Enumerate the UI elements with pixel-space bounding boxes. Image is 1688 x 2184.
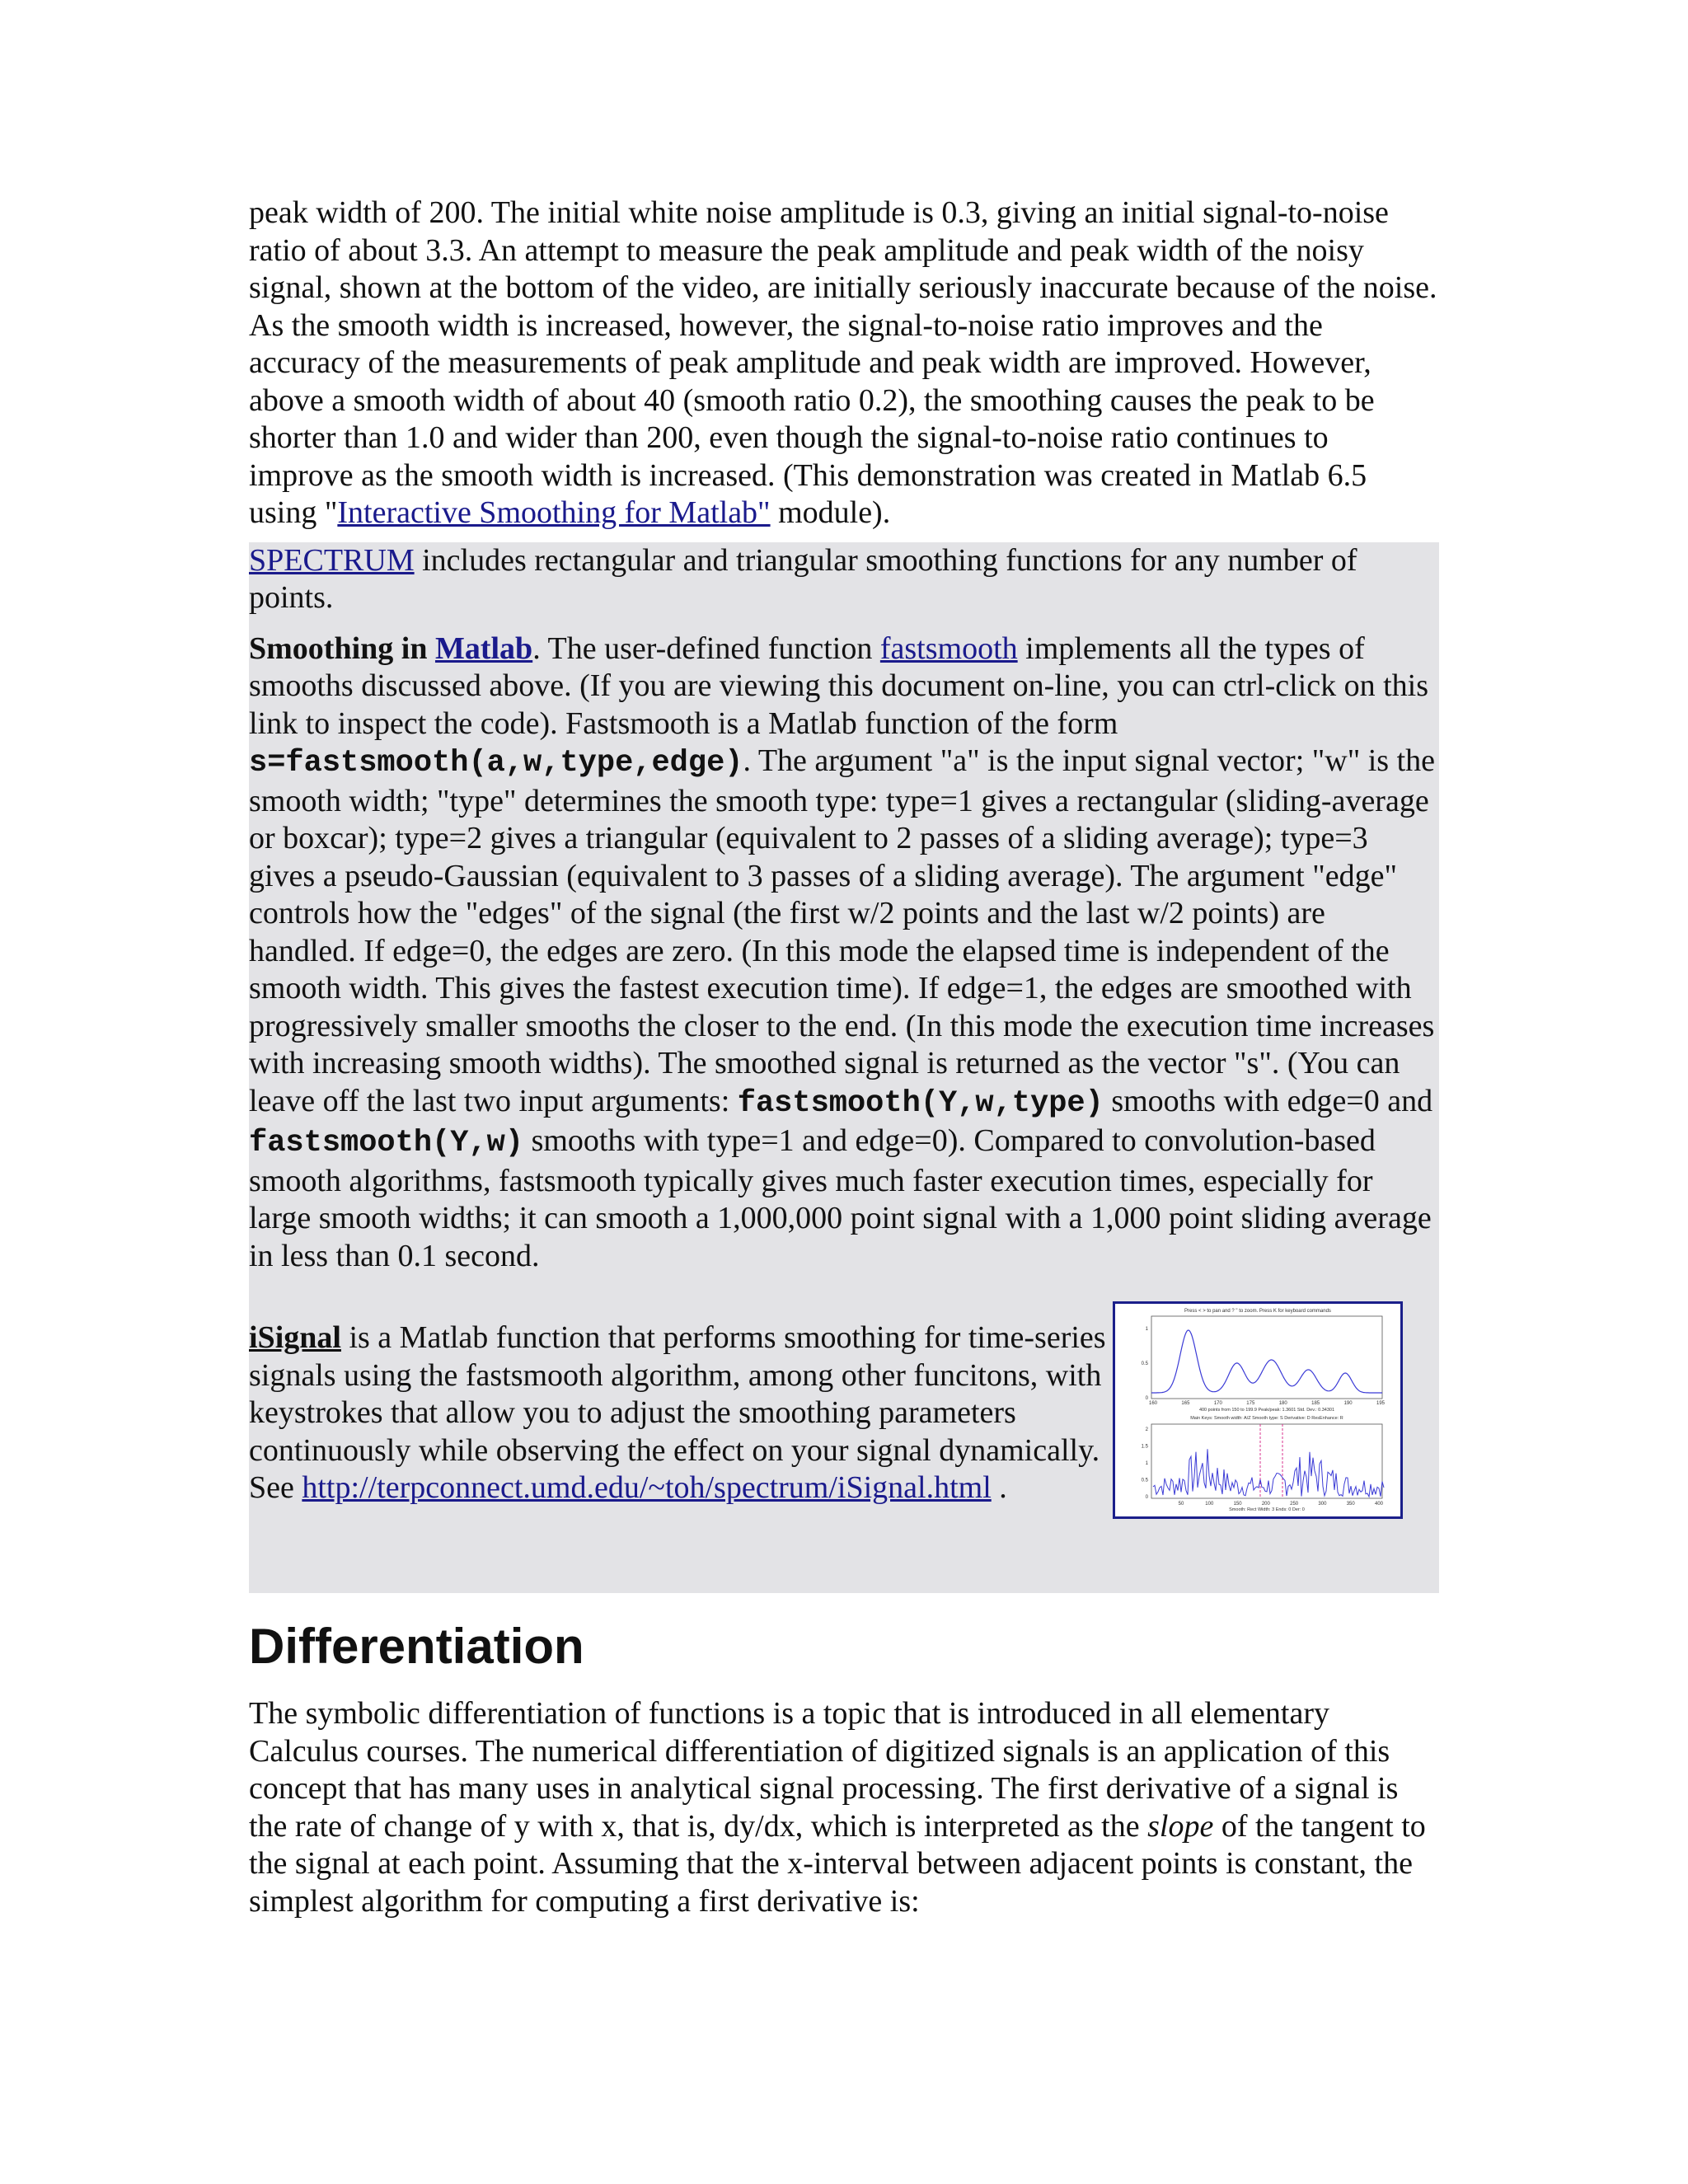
smoothing-heading [249, 631, 532, 666]
matlab-link[interactable]: Matlab [434, 630, 533, 666]
spectrum-text: includes rectangular and triangular smoothing functions for any number of points. [249, 542, 1357, 615]
top-yticks-label: 0 [1145, 1396, 1148, 1401]
code-fastsmooth-signature: s=fastsmooth(a,w,type,edge) [249, 746, 743, 780]
smoothing-text-2: implements all the types of smooths discussed above. (If you are viewing this document on-line, you can ctrl-click on this link to inspect the code). Fastsmooth is a Matlab function of the form [249, 630, 1429, 741]
figure-bottom-header: Main Keys: Smooth width: A/Z Smooth type: S Derivative: D ResEnhance: R [1190, 1416, 1343, 1421]
top-xticks-label: 160 [1148, 1401, 1158, 1406]
differentiation-text-2: of the tangent to the signal at each point. Assuming that the x-interval between adjacent points is constant, the simplest algorithm for computing a first derivative is: [249, 1808, 1426, 1919]
bot-yticks-label: 0 [1145, 1495, 1148, 1500]
bot-xticks-label: 400 [1374, 1502, 1384, 1507]
slope-italic: slope [1147, 1808, 1214, 1844]
intro-text-end: module). [770, 495, 891, 530]
spectrum-link[interactable]: SPECTRUM [249, 542, 415, 578]
differentiation-heading: Differentiation [249, 1619, 584, 1674]
top-panel-frame [1151, 1316, 1382, 1399]
bot-yticks-label: 1.5 [1141, 1444, 1148, 1450]
smoothing-text-4: smooths with edge=0 and [1103, 1083, 1433, 1118]
bot-yticks-label: 0.5 [1141, 1478, 1148, 1483]
top-yticks-label: 0.5 [1141, 1361, 1148, 1366]
top-xticks-label: 180 [1278, 1401, 1287, 1406]
code-fastsmooth-short: fastsmooth(Y,w) [249, 1126, 524, 1160]
spectrum-paragraph [249, 542, 1439, 630]
top-xticks-label: 185 [1311, 1401, 1320, 1406]
bottom-x-axis [1179, 1502, 1384, 1507]
interactive-smoothing-link[interactable]: Interactive Smoothing for Matlab" [337, 495, 771, 530]
top-y-axis [1142, 1327, 1149, 1401]
top-x-axis [1149, 1401, 1386, 1406]
differentiation-paragraph [249, 1695, 1439, 1920]
fastsmooth-link[interactable]: fastsmooth [879, 630, 1018, 666]
figure-top-caption: Press < > to pan and ? " to zoom. Press K for keyboard commands [1184, 1309, 1331, 1314]
code-fastsmooth-type: fastsmooth(Y,w,type) [737, 1085, 1104, 1121]
bot-xticks-label: 50 [1178, 1502, 1184, 1507]
bottom-panel-frame [1151, 1424, 1382, 1498]
smoothing-lead: Smoothing in [249, 630, 435, 666]
top-xticks-label: 195 [1376, 1401, 1386, 1406]
intro-text: peak width of 200. The initial white noise amplitude is 0.3, giving an initial signal-to-noise ratio of about 3.3. An attempt to measure the peak amplitude and peak width of the noisy signal, shown at the bottom of the video, are initially seriously inaccurate because of the noise. As the smooth width is increased, however, the signal-to-noise ratio improves and the accuracy of the measurements of peak amplitude and peak width are improved. However, above a smooth width of about 40 (smooth ratio 0.2), the smoothing causes the peak to be shorter than 1.0 and wider than 200, even though the signal-to-noise ratio continues to improve as the smooth width is increased. (This demonstration was created in Matlab 6.5 using " [249, 195, 1437, 530]
bot-xticks-label: 350 [1346, 1502, 1355, 1507]
bot-yticks-label: 1 [1145, 1461, 1148, 1466]
bot-yticks-label: 2 [1145, 1427, 1148, 1432]
shaded-section [249, 542, 1439, 1291]
top-xticks-label: 165 [1181, 1401, 1190, 1406]
smoothing-paragraph [249, 630, 1439, 1289]
figure-top-info: 400 points from 150 to 199.9 Peak/peak: 1.3601 Std. Dev.: 0.34301 [1198, 1408, 1335, 1413]
smoothing-text-5: smooths with type=1 and edge=0). Compared to convolution-based smooth algorithms, fastsmooth typically gives much faster execution times, especially for large smooth widths; it can smooth a 1,000,000 point signal with a 1,000 point sliding average in less than 0.1 second. [249, 1123, 1432, 1273]
top-xticks-label: 175 [1246, 1401, 1255, 1406]
bot-xticks-label: 150 [1233, 1502, 1242, 1507]
bot-xticks-label: 250 [1290, 1502, 1299, 1507]
isignal-link[interactable]: iSignal [249, 1320, 341, 1355]
smoothing-text-3: . The argument "a" is the input signal vector; "w" is the smooth width; "type" determines the smooth type: type=1 gives a rectangular (sliding-average or boxcar); type=2 gives a triangular (equivalent to 2 passes of a sliding average); type=3 gives a pseudo-Gaussian (equivalent to 3 passes of a sliding average). The argument "edge" controls how the "edges" of the signal (the first w/2 points and the last w/2 points) are handled. If edge=0, the edges are zero. (In this mode the elapsed time is independent of the smooth width. This gives the fastest execution time). If edge=1, the edges are smoothed with progressively smaller smooths the closer to the end. (In this mode the execution time increases with increasing smooth widths). The smoothed signal is returned as the vector "s". (You can leave off the last two input arguments: [249, 743, 1435, 1118]
isignal-paragraph [249, 1319, 1123, 1507]
top-xticks-label: 190 [1343, 1401, 1353, 1406]
isignal-tail: . [991, 1470, 1007, 1505]
bottom-y-axis [1142, 1427, 1149, 1500]
intro-paragraph [249, 194, 1439, 532]
figure-bottom-info: Smooth: Rect Width: 3 Ends: 0 Der: 0 [1229, 1507, 1305, 1512]
document-page [249, 194, 1439, 1920]
isignal-section [249, 1290, 1439, 1593]
top-xticks-label: 170 [1213, 1401, 1222, 1406]
isignal-url-link[interactable]: http://terpconnect.umd.edu/~toh/spectrum/iSignal.html [302, 1470, 992, 1505]
bot-xticks-label: 100 [1205, 1502, 1214, 1507]
top-yticks-label: 1 [1145, 1327, 1148, 1332]
differentiation-text-1: The symbolic differentiation of functions is a topic that is introduced in all elementary Calculus courses. The numerical differentiation of digitized signals is an application of this concept that has many uses in analytical signal processing. The first derivative of a signal is the rate of change of y with x, that is, dy/dx, which is interpreted as the [249, 1696, 1399, 1844]
bot-xticks-label: 200 [1261, 1502, 1270, 1507]
isignal-plot [1115, 1304, 1400, 1516]
isignal-screenshot-figure [1113, 1301, 1403, 1519]
smoothing-text-1: . The user-defined function [532, 630, 880, 666]
isignal-text: is a Matlab function that performs smoothing for time-series signals using the fastsmooth algorithm, among other funcitons, with keystrokes that allow you to adjust the smoothing parameters continuously while observing the effect on your signal dynamically. See [249, 1320, 1106, 1505]
bot-xticks-label: 300 [1318, 1502, 1327, 1507]
